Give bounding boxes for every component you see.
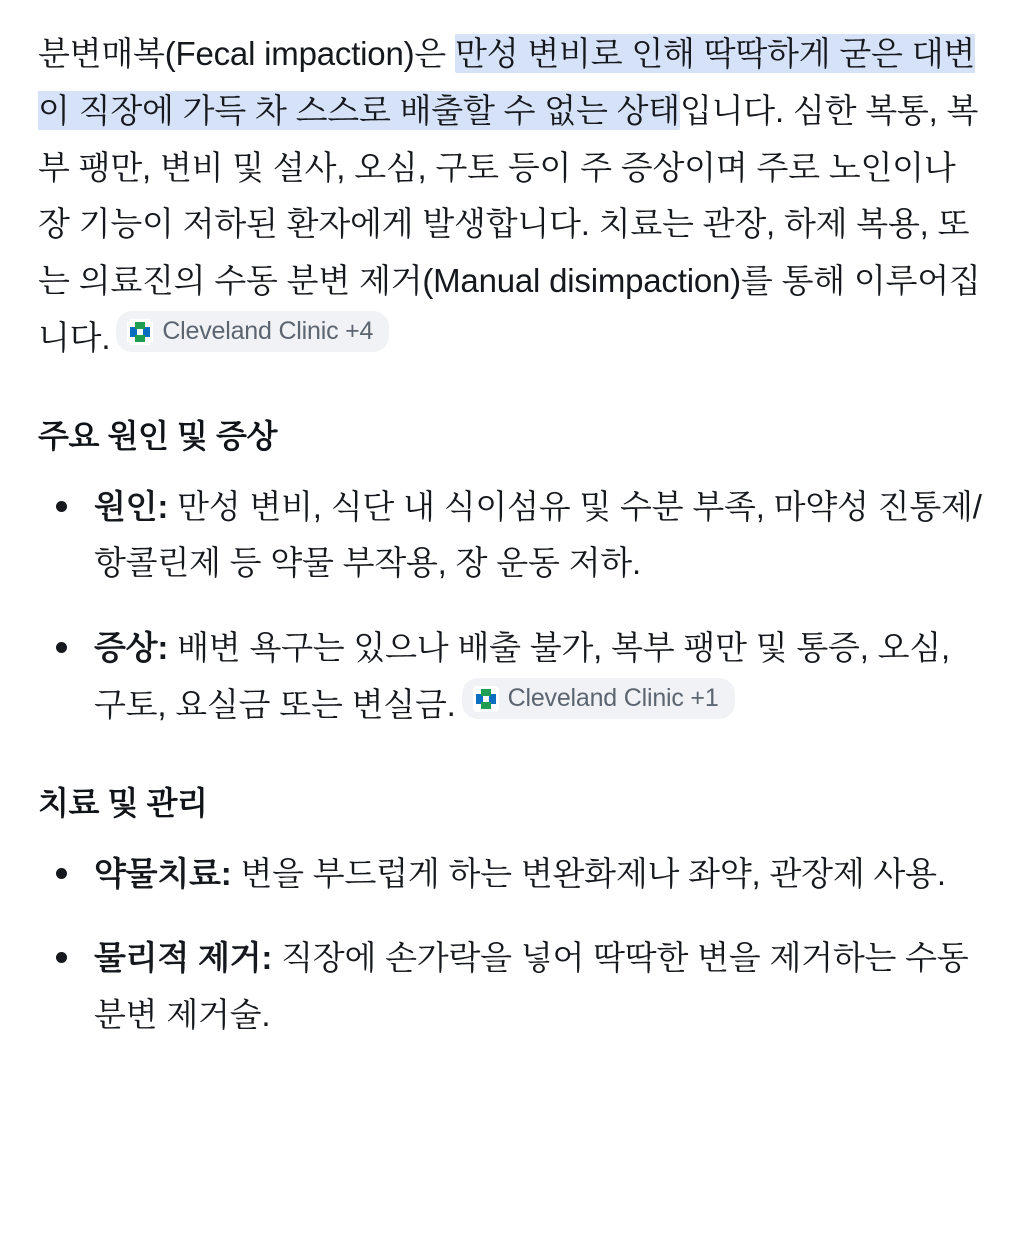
citation-chip-symptoms[interactable]: [462, 678, 735, 719]
intro-text-after: 입니다. 심한 복통, 복부 팽만, 변비 및 설사, 오심, 구토 등이 주 증상이며 주로 노인이나 장 기능이 저하된 환자에게 발생합니다. 치료는 관장, 하제 복용, 또는 의료진의 수동 분변 제거(Manual disimpaction)를 통해 이루어집니다.: [38, 91, 981, 356]
intro-text-before: 분변매복(Fecal impaction)은: [38, 35, 456, 72]
list-item-lead: 증상:: [94, 629, 169, 666]
treatment-list: [38, 846, 986, 1044]
list-item-text: 배변 욕구는 있으나 배출 불가, 복부 팽만 및 통증, 오심, 구토, 요실금 또는 변실금.: [94, 629, 950, 723]
cleveland-clinic-icon: [127, 319, 153, 345]
list-item-text: 직장에 손가락을 넣어 딱딱한 변을 제거하는 수동 분변 제거술.: [94, 939, 969, 1033]
list-item-lead: 원인:: [94, 487, 169, 525]
section-heading-causes: 주요 원인 및 증상: [38, 417, 278, 454]
citation-chip-intro[interactable]: [116, 311, 389, 352]
list-item-lead: 물리적 제거:: [94, 939, 273, 977]
list-item: [38, 620, 986, 734]
citation-label: Cleveland Clinic +4: [162, 317, 374, 346]
list-item-lead: 약물치료:: [94, 854, 232, 892]
list-item-text: 변을 부드럽게 하는 변완화제나 좌약, 관장제 사용.: [231, 854, 946, 892]
list-item: [38, 479, 986, 593]
list-item: [38, 846, 986, 903]
list-item-text: 만성 변비, 식단 내 식이섬유 및 수분 부족, 마약성 진통제/항콜린제 등 약물 부작용, 장 운동 저하.: [94, 487, 982, 582]
intro-paragraph: [38, 26, 986, 367]
cleveland-clinic-icon: [473, 686, 499, 712]
causes-symptoms-list: [38, 479, 986, 734]
highlighted-definition: 만성 변비로 인해 딱딱하게 굳은 대변이 직장에 가득 차 스스로 배출할 수 없는 상태: [38, 35, 976, 129]
citation-label: Cleveland Clinic +1: [507, 684, 719, 713]
list-item: [38, 930, 986, 1044]
section-heading-treatment: 치료 및 관리: [38, 784, 208, 821]
